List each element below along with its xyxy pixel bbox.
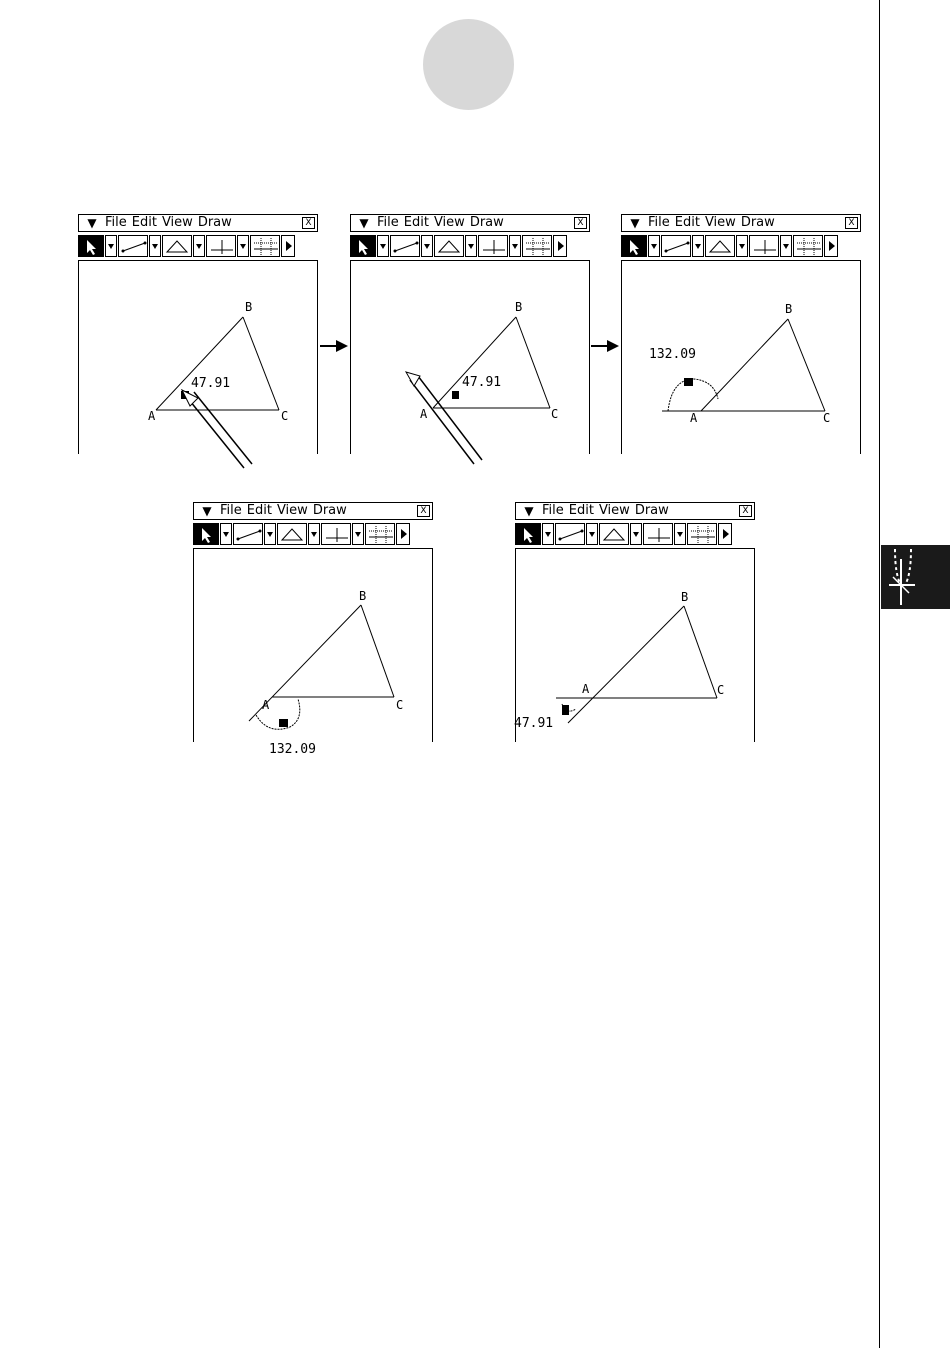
drawing-canvas[interactable] (515, 548, 755, 742)
segment-tool-icon[interactable] (661, 235, 691, 257)
label-point-a: A (690, 411, 698, 425)
stylus-icon (178, 386, 258, 476)
menu-bar (350, 214, 590, 232)
menu-file[interactable]: File (377, 215, 399, 230)
label-point-a: A (148, 409, 156, 423)
triangle-tool-icon[interactable] (434, 235, 464, 257)
triangle-tool-icon[interactable] (277, 523, 307, 545)
triangle-tool-icon[interactable] (162, 235, 192, 257)
label-point-b: B (515, 300, 523, 314)
angle-measurement: 132.09 (649, 347, 696, 362)
flow-arrow-1 (320, 338, 348, 354)
triangle-dropdown-arrow[interactable] (308, 523, 320, 545)
menu-logo-icon[interactable]: ▼ (630, 216, 640, 230)
grid-icon[interactable] (365, 523, 395, 545)
perpendicular-dropdown-arrow[interactable] (352, 523, 364, 545)
menu-file[interactable]: File (220, 503, 242, 518)
triangle-abc[interactable] (662, 319, 825, 411)
grid-icon[interactable] (522, 235, 552, 257)
menu-bar (193, 502, 433, 520)
toolbar (193, 523, 435, 545)
angle-measurement: 47.91 (514, 716, 554, 731)
toolbar (350, 235, 592, 257)
grid-icon[interactable] (793, 235, 823, 257)
menu-draw[interactable]: Draw (197, 215, 232, 230)
label-point-c: C (281, 409, 289, 423)
menu-view[interactable]: View (161, 215, 193, 230)
toolbar-next-arrow[interactable] (718, 523, 732, 545)
screen-5 (515, 502, 757, 742)
chapter-circle-icon (423, 19, 514, 110)
menu-logo-icon[interactable]: ▼ (87, 216, 97, 230)
label-point-c: C (823, 411, 831, 425)
select-dropdown-arrow[interactable] (220, 523, 232, 545)
label-point-a: A (420, 407, 428, 421)
perpendicular-dropdown-arrow[interactable] (237, 235, 249, 257)
menu-file[interactable]: File (542, 503, 564, 518)
select-dropdown-arrow[interactable] (542, 523, 554, 545)
grid-icon[interactable] (250, 235, 280, 257)
perpendicular-tool-icon[interactable] (206, 235, 236, 257)
perpendicular-dropdown-arrow[interactable] (780, 235, 792, 257)
toolbar (78, 235, 320, 257)
menu-bar (621, 214, 861, 232)
margin-line (879, 0, 880, 1348)
menu-edit[interactable]: Edit (403, 215, 429, 230)
label-point-a: A (262, 698, 270, 712)
triangle-abc[interactable] (556, 606, 717, 723)
menu-logo-icon[interactable]: ▼ (202, 504, 212, 518)
triangle-tool-icon[interactable] (705, 235, 735, 257)
label-point-c: C (396, 698, 404, 712)
screen-4 (193, 502, 435, 757)
perpendicular-tool-icon[interactable] (478, 235, 508, 257)
select-tool-icon[interactable] (350, 235, 376, 257)
angle-measurement: 47.91 (191, 376, 231, 391)
menu-draw[interactable]: Draw (469, 215, 504, 230)
menu-file[interactable]: File (648, 215, 670, 230)
perpendicular-tool-icon[interactable] (321, 523, 351, 545)
menu-edit[interactable]: Edit (568, 503, 594, 518)
menu-view[interactable]: View (704, 215, 736, 230)
segment-tool-icon[interactable] (118, 235, 148, 257)
triangle-dropdown-arrow[interactable] (736, 235, 748, 257)
angle-marker[interactable] (279, 719, 288, 727)
triangle-tool-icon[interactable] (599, 523, 629, 545)
toolbar-next-arrow[interactable] (396, 523, 410, 545)
angle-marker[interactable] (562, 705, 569, 715)
segment-tool-icon[interactable] (233, 523, 263, 545)
triangle-abc[interactable] (249, 605, 394, 729)
perpendicular-tool-icon[interactable] (643, 523, 673, 545)
menu-view[interactable]: View (276, 503, 308, 518)
label-point-b: B (359, 589, 367, 603)
menu-edit[interactable]: Edit (674, 215, 700, 230)
toolbar-next-arrow[interactable] (824, 235, 838, 257)
toolbar (515, 523, 757, 545)
perpendicular-tool-icon[interactable] (749, 235, 779, 257)
angle-measurement: 132.09 (269, 742, 316, 757)
menu-edit[interactable]: Edit (131, 215, 157, 230)
select-tool-icon[interactable] (621, 235, 647, 257)
label-point-c: C (717, 683, 725, 697)
triangle-dropdown-arrow[interactable] (465, 235, 477, 257)
angle-marker[interactable] (684, 378, 693, 386)
drawing-canvas[interactable] (621, 260, 861, 454)
screen-3 (621, 214, 863, 454)
segment-dropdown-arrow[interactable] (586, 523, 598, 545)
label-point-b: B (681, 590, 689, 604)
menu-draw[interactable]: Draw (312, 503, 347, 518)
geometry-tab-icon (881, 545, 950, 609)
menu-view[interactable]: View (433, 215, 465, 230)
menu-edit[interactable]: Edit (246, 503, 272, 518)
menu-draw[interactable]: Draw (740, 215, 775, 230)
close-button[interactable]: X (845, 217, 858, 229)
close-button[interactable]: X (574, 217, 587, 229)
menu-logo-icon[interactable]: ▼ (359, 216, 369, 230)
select-tool-icon[interactable] (193, 523, 219, 545)
menu-view[interactable]: View (598, 503, 630, 518)
label-point-c: C (551, 407, 559, 421)
label-point-b: B (245, 300, 253, 314)
segment-tool-icon[interactable] (555, 523, 585, 545)
menu-draw[interactable]: Draw (634, 503, 669, 518)
label-point-b: B (785, 302, 793, 316)
select-tool-icon[interactable] (78, 235, 104, 257)
menu-file[interactable]: File (105, 215, 127, 230)
grid-icon[interactable] (687, 523, 717, 545)
segment-dropdown-arrow[interactable] (421, 235, 433, 257)
label-point-a: A (582, 682, 590, 696)
toolbar-next-arrow[interactable] (553, 235, 567, 257)
triangle-dropdown-arrow[interactable] (193, 235, 205, 257)
screen-2 (350, 214, 592, 454)
toolbar-next-arrow[interactable] (281, 235, 295, 257)
menu-bar (515, 502, 755, 520)
menu-logo-icon[interactable]: ▼ (524, 504, 534, 518)
segment-dropdown-arrow[interactable] (692, 235, 704, 257)
stylus-icon (404, 368, 486, 468)
segment-dropdown-arrow[interactable] (264, 523, 276, 545)
toolbar (621, 235, 863, 257)
close-button[interactable]: X (739, 505, 752, 517)
perpendicular-dropdown-arrow[interactable] (509, 235, 521, 257)
drawing-canvas[interactable] (193, 548, 433, 757)
segment-dropdown-arrow[interactable] (149, 235, 161, 257)
angle-measurement: 47.91 (462, 375, 502, 390)
select-dropdown-arrow[interactable] (105, 235, 117, 257)
segment-tool-icon[interactable] (390, 235, 420, 257)
flow-arrow-2 (591, 338, 619, 354)
select-dropdown-arrow[interactable] (648, 235, 660, 257)
menu-bar (78, 214, 318, 232)
close-button[interactable]: X (417, 505, 430, 517)
close-button[interactable]: X (302, 217, 315, 229)
screen-1 (78, 214, 320, 454)
select-tool-icon[interactable] (515, 523, 541, 545)
triangle-dropdown-arrow[interactable] (630, 523, 642, 545)
perpendicular-dropdown-arrow[interactable] (674, 523, 686, 545)
select-dropdown-arrow[interactable] (377, 235, 389, 257)
